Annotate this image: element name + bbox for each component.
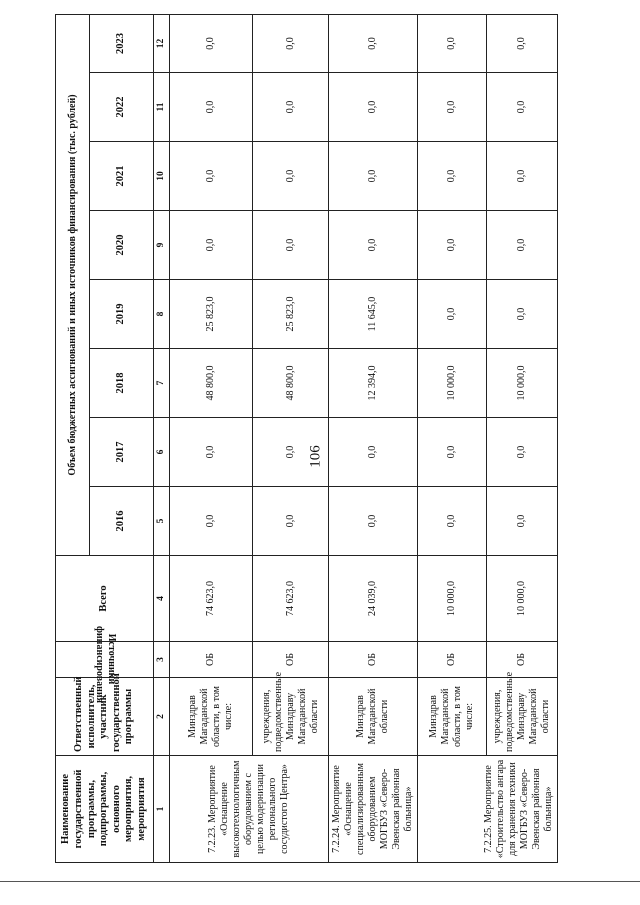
value-cell: 0,0: [418, 211, 487, 280]
col-header-year: 2022: [90, 73, 154, 142]
value-cell: 0,0: [329, 142, 418, 211]
col-header-year: 2017: [90, 418, 154, 487]
measure-name-cell: 7.2.25. Мероприятие «Строительство ангара для хранения техники МОГБУЗ «Северо-Эвенская районная больница»: [418, 756, 558, 863]
col-header-responsible: Ответственный исполнитель, участник государственной программы: [56, 678, 154, 756]
value-cell: 25 823,0: [170, 280, 253, 349]
value-cell: 0,0: [253, 418, 329, 487]
value-cell: 0,0: [329, 418, 418, 487]
source-cell: ОБ: [487, 642, 558, 678]
source-cell: ОБ: [253, 642, 329, 678]
col-header-year: 2019: [90, 280, 154, 349]
col-header-source-text: Источники финансирования: [93, 626, 117, 704]
table-row: [418, 14, 487, 862]
column-number: 6: [154, 418, 170, 487]
value-cell: 0,0: [329, 14, 418, 72]
total-cell: 10 000,0: [418, 556, 487, 642]
column-number: 3: [154, 642, 170, 678]
table-row: [170, 14, 253, 862]
rotated-table-container: [55, 15, 555, 863]
column-number: 8: [154, 280, 170, 349]
value-cell: 0,0: [170, 73, 253, 142]
value-cell: 0,0: [487, 211, 558, 280]
column-number: 11: [154, 73, 170, 142]
responsible-cell: Минздрав Магаданской области: [329, 678, 418, 756]
col-header-funding-group: Объем бюджетных ассигнований и иных источников финансирования (тыс. рублей): [56, 14, 90, 555]
value-cell: 0,0: [487, 14, 558, 72]
header-row-group: [56, 14, 90, 862]
responsible-cell: Минздрав Магаданской области, в том числе:: [418, 678, 487, 756]
total-cell: 74 623,0: [253, 556, 329, 642]
value-cell: 10 000,0: [418, 349, 487, 418]
value-cell: 0,0: [418, 280, 487, 349]
col-header-year: 2023: [90, 14, 154, 72]
source-cell: ОБ: [329, 642, 418, 678]
value-cell: 0,0: [253, 73, 329, 142]
table-row: [253, 14, 329, 862]
col-header-source: [56, 626, 154, 704]
value-cell: 48 800,0: [170, 349, 253, 418]
value-cell: 48 800,0: [253, 349, 329, 418]
value-cell: 0,0: [487, 142, 558, 211]
value-cell: 0,0: [253, 14, 329, 72]
column-number: 9: [154, 211, 170, 280]
column-number: 4: [154, 556, 170, 642]
column-number: 5: [154, 487, 170, 556]
value-cell: 25 823,0: [253, 280, 329, 349]
page-number: 106: [307, 445, 324, 468]
value-cell: 0,0: [253, 211, 329, 280]
value-cell: 0,0: [418, 73, 487, 142]
col-header-year: 2021: [90, 142, 154, 211]
value-cell: 0,0: [329, 211, 418, 280]
total-cell: 74 623,0: [170, 556, 253, 642]
value-cell: 0,0: [487, 487, 558, 556]
measure-name-cell: 7.2.24. Мероприятие «Оснащение специализированным оборудованием МОГБУЗ «Северо-Эвенская районная больница»: [329, 756, 418, 863]
value-cell: 0,0: [418, 418, 487, 487]
value-cell: 0,0: [170, 142, 253, 211]
value-cell: 0,0: [418, 487, 487, 556]
source-cell: ОБ: [418, 642, 487, 678]
value-cell: 10 000,0: [487, 349, 558, 418]
column-number: 1: [154, 756, 170, 863]
funding-table: [55, 14, 558, 863]
column-number: 10: [154, 142, 170, 211]
value-cell: 0,0: [170, 418, 253, 487]
value-cell: 0,0: [329, 73, 418, 142]
column-number: 2: [154, 678, 170, 756]
bottom-rule: [0, 881, 640, 882]
col-header-total: Всего: [56, 556, 154, 642]
total-cell: 10 000,0: [487, 556, 558, 642]
table-row: [329, 14, 418, 862]
value-cell: 0,0: [170, 211, 253, 280]
value-cell: 0,0: [418, 142, 487, 211]
value-cell: 0,0: [253, 487, 329, 556]
column-number: 12: [154, 14, 170, 72]
value-cell: 12 394,0: [329, 349, 418, 418]
table-row: [487, 14, 558, 862]
responsible-cell: учреждения, подведомственные Минздраву Магаданской области: [253, 678, 329, 756]
source-cell: ОБ: [170, 642, 253, 678]
measure-name-cell: 7.2.23. Мероприятие «Оснащение высокотехнологичным оборудованием с целью модернизации регионального сосудистого Центра»: [170, 756, 329, 863]
value-cell: 0,0: [170, 487, 253, 556]
value-cell: 0,0: [253, 142, 329, 211]
value-cell: 0,0: [329, 487, 418, 556]
col-header-name: Наименование государственной программы, подпрограммы, основного мероприятия, мероприятия: [56, 756, 154, 863]
responsible-cell: учреждения, подведомственные Минздраву Магаданской области: [487, 678, 558, 756]
column-number: 7: [154, 349, 170, 418]
value-cell: 0,0: [487, 418, 558, 487]
value-cell: 0,0: [170, 14, 253, 72]
value-cell: 0,0: [487, 280, 558, 349]
column-numbers-row: [154, 14, 170, 862]
col-header-year: 2018: [90, 349, 154, 418]
responsible-cell: Минздрав Магаданской области, в том числе:: [170, 678, 253, 756]
col-header-year: 2020: [90, 211, 154, 280]
value-cell: 0,0: [418, 14, 487, 72]
value-cell: 11 645,0: [329, 280, 418, 349]
total-cell: 24 039,0: [329, 556, 418, 642]
value-cell: 0,0: [487, 73, 558, 142]
col-header-year: 2016: [90, 487, 154, 556]
